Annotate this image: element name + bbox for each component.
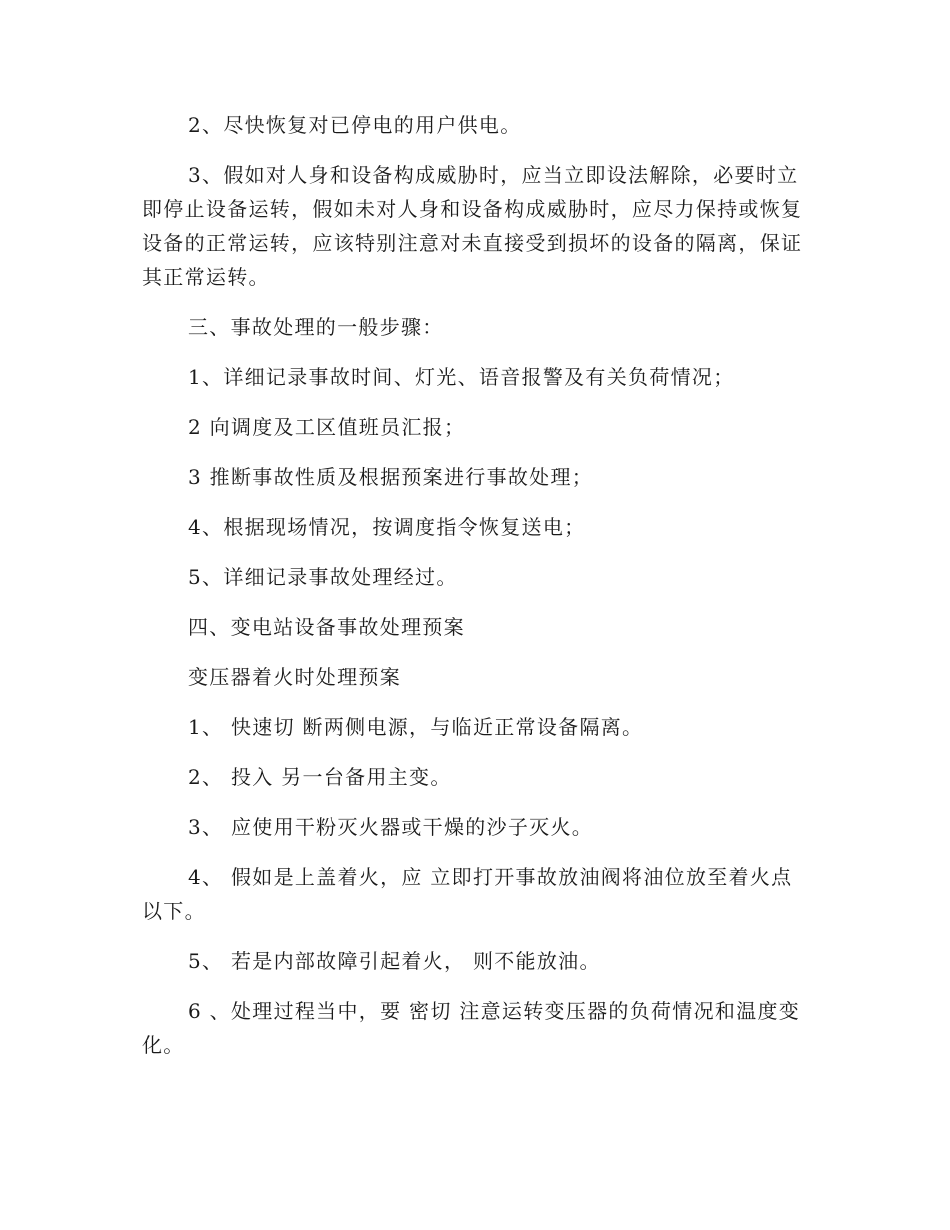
subheading-transformer-fire: 变压器着火时处理预案 [188,665,401,689]
section-heading-general-steps: 三、事故处理的一般步骤： [188,315,444,339]
section-heading-equipment-plan: 四、变电站设备事故处理预案 [188,615,465,639]
step-record-accident: 1、详细记录事故时间、灯光、语音报警及有关负荷情况； [188,365,735,389]
fire-step-monitor-load: 6 、处理过程当中，要 密切 注意运转变压器的负荷情况和温度变化。 [142,999,801,1057]
fire-step-no-drain: 5、 若是内部故障引起着火， 则不能放油。 [188,949,601,973]
paragraph-threat-handling: 3、假如对人身和设备构成威胁时，应当立即设法解除，必要时立即停止设备运转，假如未对人身和设备构成威胁时，应尽力保持或恢复设备的正常运转，应该特别注意对未直接受到损坏的设备的隔离，保证其正常运转。 [142,163,803,289]
step-restore-supply: 4、根据现场情况，按调度指令恢复送电； [188,515,586,539]
fire-step-cut-power: 1、 快速切 断两侧电源，与临近正常设备隔离。 [188,715,644,739]
step-record-process: 5、详细记录事故处理经过。 [188,565,458,589]
fire-step-extinguish: 3、 应使用干粉灭火器或干燥的沙子灭火。 [188,815,594,839]
paragraph-restore-power: 2、尽快恢复对已停电的用户供电。 [188,113,522,137]
step-report-dispatch: 2 向调度及工区值班员汇报； [188,415,466,439]
fire-step-drain-oil: 4、 假如是上盖着火，应 立即打开事故放油阀将油位放至着火点以下。 [142,865,793,923]
step-judge-nature: 3 推断事故性质及根据预案进行事故处理； [188,465,594,489]
document-body [142,108,810,1062]
fire-step-backup-transformer: 2、 投入 另一台备用主变。 [188,765,452,789]
